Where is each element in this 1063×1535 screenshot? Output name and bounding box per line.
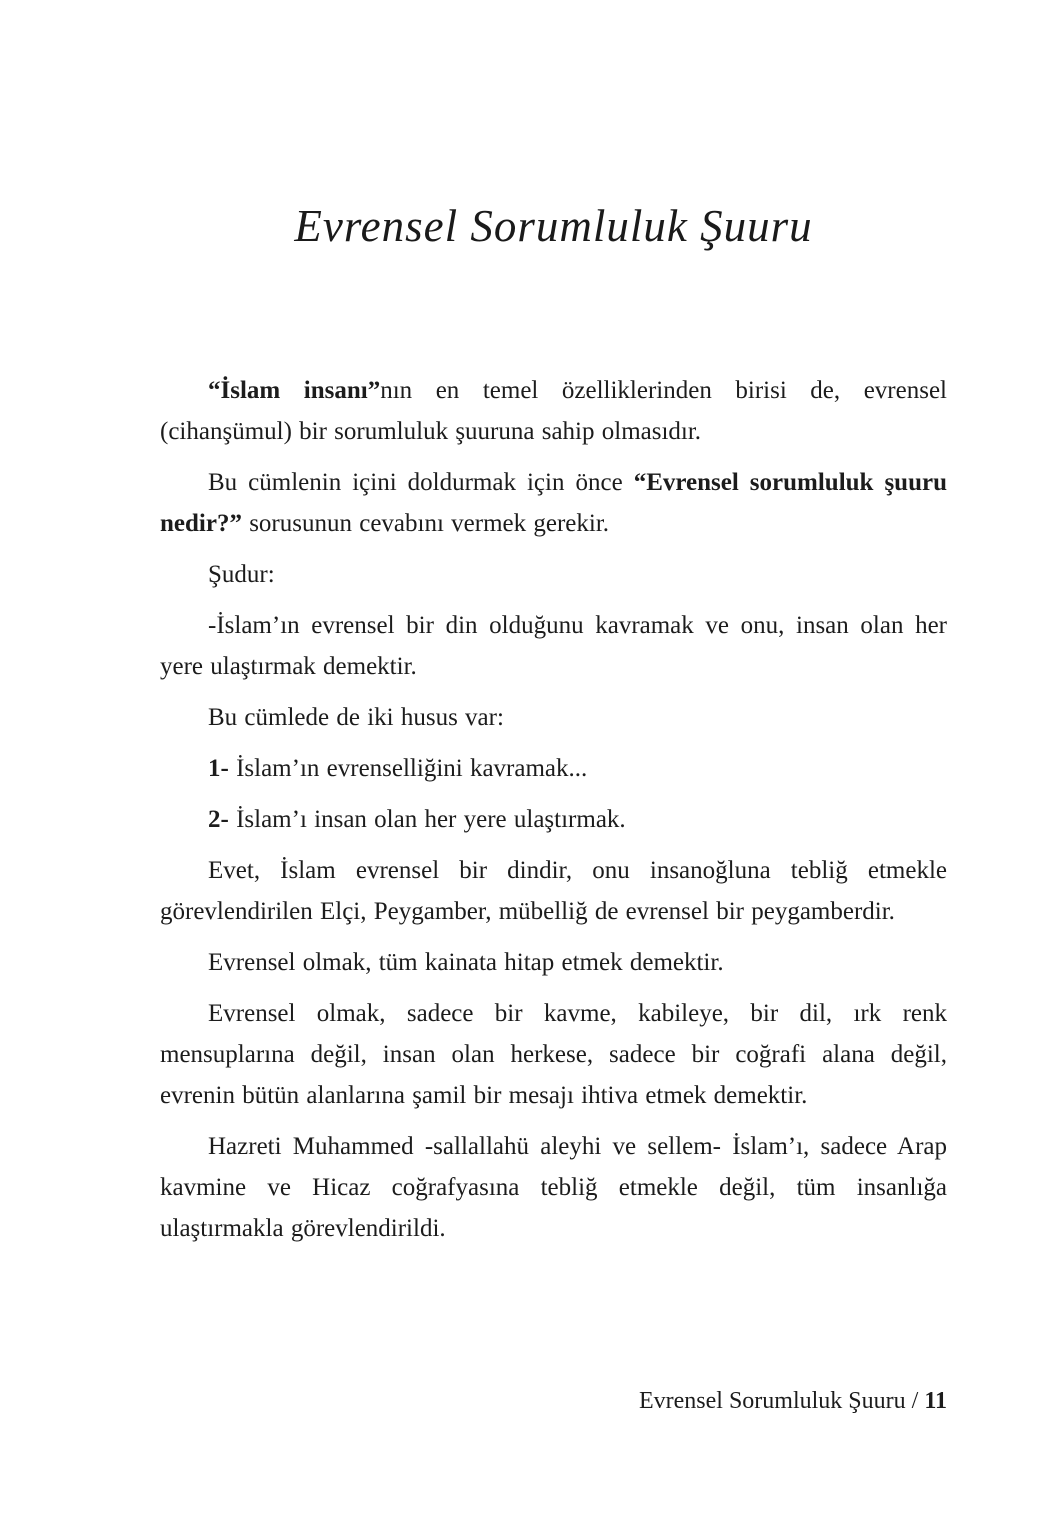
paragraph [160, 370, 947, 452]
paragraph [160, 748, 947, 789]
page-footer [639, 1388, 947, 1415]
text-segment: Bu cümlede de iki husus var: [208, 704, 504, 731]
text-segment: sorusunun cevabını vermek gerekir. [241, 510, 610, 537]
bold-text-segment: “Evrensel sorumluluk şuuru nedir?” [160, 469, 947, 537]
text-segment: Evet, İslam evrensel bir dindir, onu insanoğluna tebliğ etmekle görevlendirilen Elçi, Peygamber, mübelliğ de evrensel bir peygamberdir. [160, 857, 947, 925]
footer-running-title: Evrensel Sorumluluk Şuuru / [638, 1388, 925, 1414]
text-segment: Şudur: [208, 561, 275, 588]
page-title: Evrensel Sorumluluk Şuuru [294, 201, 813, 251]
paragraph [160, 799, 947, 840]
page-body [160, 370, 947, 1249]
text-segment: Bu cümlenin içini doldurmak için önce [208, 469, 634, 496]
bold-text-segment: 1- [208, 755, 229, 782]
paragraph [160, 942, 947, 983]
text-segment: Evrensel olmak, sadece bir kavme, kabileye, bir dil, ırk renk mensuplarına değil, insan olan herkese, sadece bir coğrafi alana değil, evrenin bütün alanlarına şamil bir mesajı ihtiva etmek demektir. [160, 1000, 947, 1109]
text-segment: Hazreti Muhammed -sallallahü aleyhi ve sellem- İslam’ı, sadece Arap kavmine ve Hicaz coğrafyasına tebliğ etmekle değil, tüm insanlığa ulaştırmakla görevlendirildi. [160, 1133, 947, 1242]
text-segment: İslam’ı insan olan her yere ulaştırmak. [228, 806, 626, 833]
bold-text-segment: 2- [208, 806, 229, 833]
paragraph [160, 850, 947, 932]
text-segment: Evrensel olmak, tüm kainata hitap etmek demektir. [208, 949, 724, 976]
paragraph [160, 605, 947, 687]
paragraph [160, 462, 947, 544]
bold-text-segment: “İslam insanı” [208, 377, 381, 404]
paragraph [160, 1126, 947, 1249]
paragraph [160, 993, 947, 1116]
paragraph [160, 554, 947, 595]
text-segment: nın en temel özelliklerinden birisi de, evrensel (cihanşümul) bir sorumluluk şuuruna sahip olmasıdır. [160, 377, 947, 445]
text-segment: İslam’ın evrenselliğini kavramak... [228, 755, 588, 782]
text-segment: -İslam’ın evrensel bir din olduğunu kavramak ve onu, insan olan her yere ulaştırmak demektir. [160, 612, 947, 680]
footer-page-number: 11 [924, 1388, 947, 1414]
paragraph [160, 697, 947, 738]
